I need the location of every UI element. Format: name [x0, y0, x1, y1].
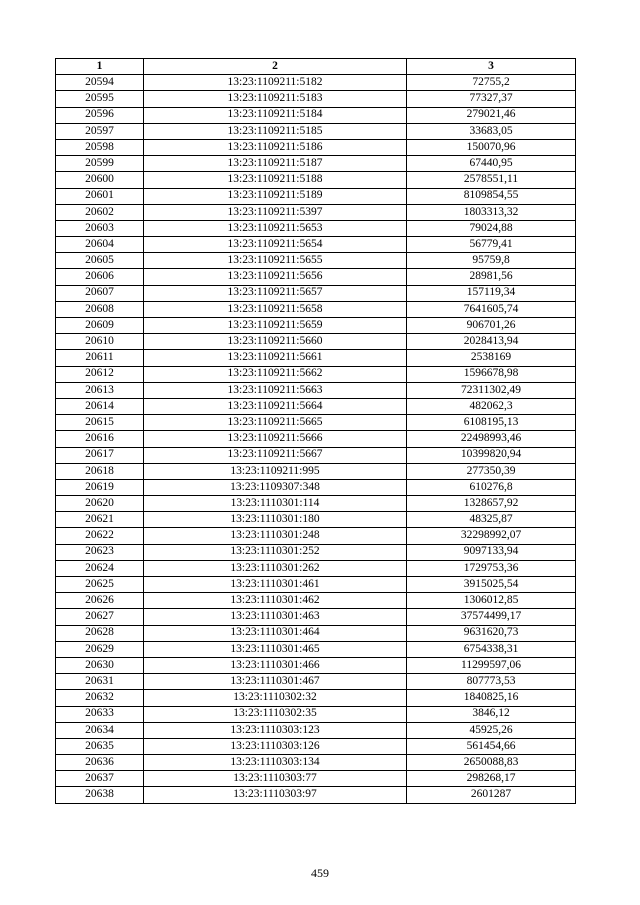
table-row: [56, 139, 576, 155]
cadastral-number-cell: 13:23:1110302:32: [144, 690, 407, 706]
cadastral-value-cell: 610276,8: [407, 479, 576, 495]
table-row: [56, 738, 576, 754]
cadastral-number-cell: 13:23:1110301:462: [144, 593, 407, 609]
cadastral-number-cell: 13:23:1110301:464: [144, 625, 407, 641]
row-number-cell: 20608: [56, 301, 144, 317]
cadastral-number-cell: 13:23:1109211:5655: [144, 253, 407, 269]
cadastral-value-cell: 2028413,94: [407, 334, 576, 350]
cadastral-number-cell: 13:23:1110303:123: [144, 722, 407, 738]
table-row: [56, 690, 576, 706]
table-row: [56, 156, 576, 172]
cadastral-number-cell: 13:23:1109211:5665: [144, 415, 407, 431]
row-number-cell: 20606: [56, 269, 144, 285]
table-row: [56, 755, 576, 771]
cadastral-number-cell: 13:23:1109211:5660: [144, 334, 407, 350]
cadastral-number-cell: 13:23:1110301:180: [144, 512, 407, 528]
cadastral-value-cell: 6108195,13: [407, 415, 576, 431]
cadastral-number-cell: 13:23:1109211:5185: [144, 123, 407, 139]
cadastral-value-cell: 1596678,98: [407, 366, 576, 382]
table-row: [56, 577, 576, 593]
cadastral-value-cell: 2538169: [407, 350, 576, 366]
row-number-cell: 20632: [56, 690, 144, 706]
cadastral-value-cell: 2601287: [407, 787, 576, 803]
cadastral-number-cell: 13:23:1109211:5657: [144, 285, 407, 301]
table-row: [56, 431, 576, 447]
cadastral-value-cell: 1840825,16: [407, 690, 576, 706]
row-number-cell: 20637: [56, 771, 144, 787]
table-row: [56, 172, 576, 188]
cadastral-number-cell: 13:23:1110301:463: [144, 609, 407, 625]
cadastral-value-cell: 1803313,32: [407, 204, 576, 220]
cadastral-number-cell: 13:23:1109211:5186: [144, 139, 407, 155]
row-number-cell: 20617: [56, 447, 144, 463]
cadastral-value-cell: 22498993,46: [407, 431, 576, 447]
table-row: [56, 382, 576, 398]
table-row: [56, 544, 576, 560]
cadastral-number-cell: 13:23:1109211:5189: [144, 188, 407, 204]
row-number-cell: 20604: [56, 237, 144, 253]
cadastral-value-cell: 3915025,54: [407, 577, 576, 593]
cadastral-number-cell: 13:23:1109211:5653: [144, 220, 407, 236]
column-header-number: 1: [56, 59, 144, 75]
row-number-cell: 20615: [56, 415, 144, 431]
cadastral-value-cell: 95759,8: [407, 253, 576, 269]
table-header-row: [56, 59, 576, 75]
cadastral-value-cell: 56779,41: [407, 237, 576, 253]
cadastral-value-table: [55, 58, 576, 804]
table-row: [56, 334, 576, 350]
cadastral-value-cell: 277350,39: [407, 463, 576, 479]
column-header-cadastral-number: 2: [144, 59, 407, 75]
row-number-cell: 20619: [56, 479, 144, 495]
table-row: [56, 560, 576, 576]
cadastral-number-cell: 13:23:1110303:77: [144, 771, 407, 787]
table-row: [56, 496, 576, 512]
cadastral-value-cell: 32298992,07: [407, 528, 576, 544]
row-number-cell: 20623: [56, 544, 144, 560]
cadastral-number-cell: 13:23:1110303:97: [144, 787, 407, 803]
table-row: [56, 91, 576, 107]
row-number-cell: 20626: [56, 593, 144, 609]
cadastral-number-cell: 13:23:1110301:467: [144, 674, 407, 690]
table-row: [56, 237, 576, 253]
cadastral-value-cell: 482062,3: [407, 398, 576, 414]
table-row: [56, 609, 576, 625]
row-number-cell: 20635: [56, 738, 144, 754]
row-number-cell: 20636: [56, 755, 144, 771]
row-number-cell: 20612: [56, 366, 144, 382]
cadastral-value-cell: 72755,2: [407, 75, 576, 91]
cadastral-value-cell: 6754338,31: [407, 641, 576, 657]
table-row: [56, 350, 576, 366]
table-row: [56, 253, 576, 269]
table-row: [56, 657, 576, 673]
table-row: [56, 301, 576, 317]
cadastral-value-cell: 33683,05: [407, 123, 576, 139]
table-row: [56, 415, 576, 431]
cadastral-number-cell: 13:23:1109211:5184: [144, 107, 407, 123]
row-number-cell: 20596: [56, 107, 144, 123]
row-number-cell: 20616: [56, 431, 144, 447]
cadastral-value-cell: 1729753,36: [407, 560, 576, 576]
cadastral-number-cell: 13:23:1109211:5187: [144, 156, 407, 172]
cadastral-number-cell: 13:23:1109211:5664: [144, 398, 407, 414]
cadastral-value-cell: 906701,26: [407, 318, 576, 334]
cadastral-number-cell: 13:23:1109211:5182: [144, 75, 407, 91]
row-number-cell: 20602: [56, 204, 144, 220]
table-row: [56, 318, 576, 334]
cadastral-number-cell: 13:23:1110301:465: [144, 641, 407, 657]
row-number-cell: 20600: [56, 172, 144, 188]
table-row: [56, 706, 576, 722]
cadastral-number-cell: 13:23:1109211:5659: [144, 318, 407, 334]
table-row: [56, 625, 576, 641]
row-number-cell: 20618: [56, 463, 144, 479]
cadastral-number-cell: 13:23:1110303:126: [144, 738, 407, 754]
row-number-cell: 20594: [56, 75, 144, 91]
cadastral-number-cell: 13:23:1110301:252: [144, 544, 407, 560]
table-row: [56, 771, 576, 787]
row-number-cell: 20595: [56, 91, 144, 107]
cadastral-number-cell: 13:23:1109211:5188: [144, 172, 407, 188]
cadastral-value-cell: 2650088,83: [407, 755, 576, 771]
cadastral-value-cell: 1328657,92: [407, 496, 576, 512]
row-number-cell: 20625: [56, 577, 144, 593]
table-row: [56, 528, 576, 544]
row-number-cell: 20598: [56, 139, 144, 155]
table-row: [56, 75, 576, 91]
row-number-cell: 20609: [56, 318, 144, 334]
row-number-cell: 20614: [56, 398, 144, 414]
table-row: [56, 787, 576, 803]
page-number: 459: [311, 866, 329, 880]
table-row: [56, 641, 576, 657]
row-number-cell: 20629: [56, 641, 144, 657]
row-number-cell: 20603: [56, 220, 144, 236]
cadastral-value-cell: 28981,56: [407, 269, 576, 285]
row-number-cell: 20611: [56, 350, 144, 366]
cadastral-value-cell: 8109854,55: [407, 188, 576, 204]
row-number-cell: 20630: [56, 657, 144, 673]
row-number-cell: 20628: [56, 625, 144, 641]
cadastral-value-cell: 9097133,94: [407, 544, 576, 560]
cadastral-value-cell: 1306012,85: [407, 593, 576, 609]
cadastral-number-cell: 13:23:1109211:5654: [144, 237, 407, 253]
table-row: [56, 204, 576, 220]
cadastral-value-cell: 67440,95: [407, 156, 576, 172]
cadastral-value-cell: 807773,53: [407, 674, 576, 690]
cadastral-number-cell: 13:23:1109211:5658: [144, 301, 407, 317]
cadastral-number-cell: 13:23:1110301:248: [144, 528, 407, 544]
table-row: [56, 722, 576, 738]
cadastral-value-cell: 7641605,74: [407, 301, 576, 317]
cadastral-number-cell: 13:23:1110301:461: [144, 577, 407, 593]
cadastral-number-cell: 13:23:1110301:114: [144, 496, 407, 512]
cadastral-value-cell: 79024,88: [407, 220, 576, 236]
cadastral-number-cell: 13:23:1110302:35: [144, 706, 407, 722]
table-row: [56, 220, 576, 236]
cadastral-number-cell: 13:23:1109211:995: [144, 463, 407, 479]
cadastral-value-cell: 298268,17: [407, 771, 576, 787]
cadastral-value-cell: 72311302,49: [407, 382, 576, 398]
cadastral-value-cell: 10399820,94: [407, 447, 576, 463]
row-number-cell: 20605: [56, 253, 144, 269]
table-row: [56, 512, 576, 528]
cadastral-number-cell: 13:23:1109211:5662: [144, 366, 407, 382]
row-number-cell: 20599: [56, 156, 144, 172]
row-number-cell: 20622: [56, 528, 144, 544]
row-number-cell: 20627: [56, 609, 144, 625]
table-body: [56, 75, 576, 803]
table-row: [56, 593, 576, 609]
table-row: [56, 447, 576, 463]
cadastral-value-cell: 157119,34: [407, 285, 576, 301]
cadastral-value-cell: 48325,87: [407, 512, 576, 528]
cadastral-number-cell: 13:23:1109307:348: [144, 479, 407, 495]
table-row: [56, 398, 576, 414]
table-row: [56, 123, 576, 139]
table-row: [56, 674, 576, 690]
cadastral-value-cell: 77327,37: [407, 91, 576, 107]
row-number-cell: 20620: [56, 496, 144, 512]
cadastral-value-cell: 45925,26: [407, 722, 576, 738]
table-row: [56, 463, 576, 479]
row-number-cell: 20634: [56, 722, 144, 738]
cadastral-number-cell: 13:23:1109211:5397: [144, 204, 407, 220]
cadastral-number-cell: 13:23:1109211:5656: [144, 269, 407, 285]
row-number-cell: 20638: [56, 787, 144, 803]
cadastral-value-cell: 561454,66: [407, 738, 576, 754]
cadastral-number-cell: 13:23:1110303:134: [144, 755, 407, 771]
row-number-cell: 20601: [56, 188, 144, 204]
cadastral-number-cell: 13:23:1109211:5183: [144, 91, 407, 107]
table-row: [56, 285, 576, 301]
cadastral-number-cell: 13:23:1109211:5661: [144, 350, 407, 366]
row-number-cell: 20613: [56, 382, 144, 398]
cadastral-value-cell: 9631620,73: [407, 625, 576, 641]
cadastral-value-cell: 11299597,06: [407, 657, 576, 673]
table-row: [56, 269, 576, 285]
cadastral-value-cell: 150070,96: [407, 139, 576, 155]
row-number-cell: 20631: [56, 674, 144, 690]
cadastral-number-cell: 13:23:1110301:466: [144, 657, 407, 673]
table-row: [56, 366, 576, 382]
cadastral-value-cell: 279021,46: [407, 107, 576, 123]
cadastral-value-cell: 2578551,11: [407, 172, 576, 188]
row-number-cell: 20610: [56, 334, 144, 350]
cadastral-value-cell: 3846,12: [407, 706, 576, 722]
row-number-cell: 20621: [56, 512, 144, 528]
cadastral-number-cell: 13:23:1109211:5667: [144, 447, 407, 463]
table-row: [56, 479, 576, 495]
cadastral-number-cell: 13:23:1110301:262: [144, 560, 407, 576]
row-number-cell: 20633: [56, 706, 144, 722]
row-number-cell: 20624: [56, 560, 144, 576]
column-header-value: 3: [407, 59, 576, 75]
cadastral-value-cell: 37574499,17: [407, 609, 576, 625]
cadastral-number-cell: 13:23:1109211:5666: [144, 431, 407, 447]
row-number-cell: 20607: [56, 285, 144, 301]
table-row: [56, 188, 576, 204]
table-row: [56, 107, 576, 123]
cadastral-number-cell: 13:23:1109211:5663: [144, 382, 407, 398]
row-number-cell: 20597: [56, 123, 144, 139]
